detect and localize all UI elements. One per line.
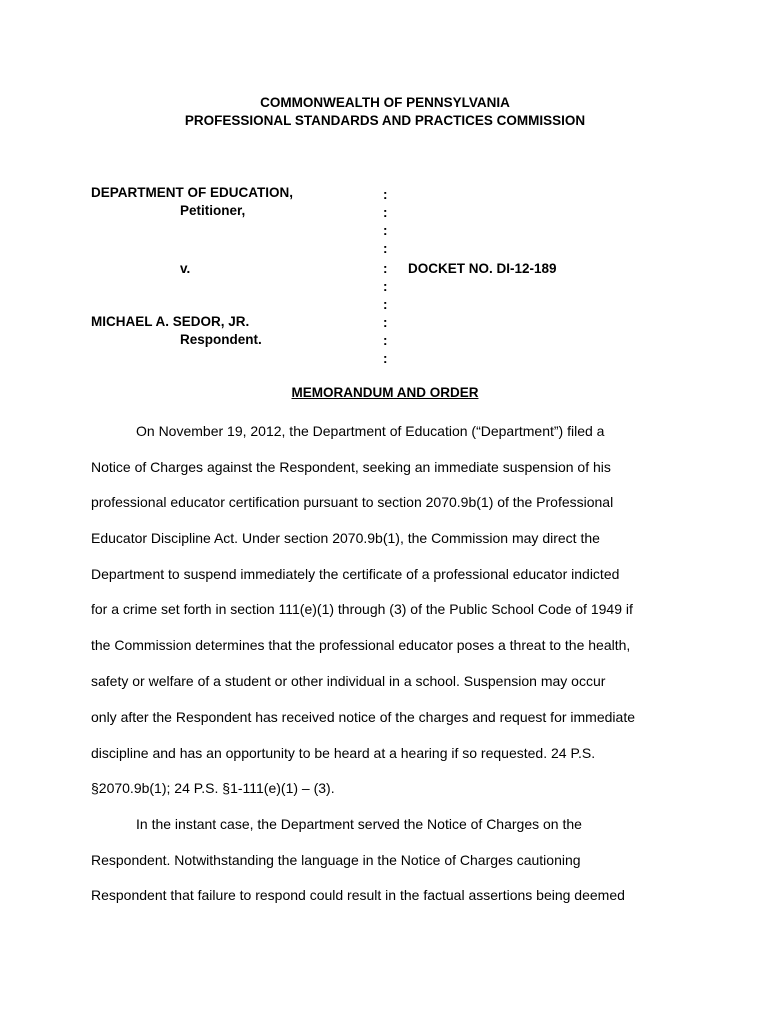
- body-line: only after the Respondent has received notice of the charges and request for immediate: [91, 709, 635, 725]
- header-commission: PROFESSIONAL STANDARDS AND PRACTICES COMMISSION: [184, 113, 586, 128]
- versus-label: v.: [180, 261, 191, 276]
- caption-colon: :: [383, 261, 388, 276]
- body-line: discipline and has an opportunity to be heard at a hearing if so requested. 24 P.S.: [91, 745, 596, 761]
- body-line: Respondent that failure to respond could result in the factual assertions being deemed: [91, 887, 625, 903]
- body-line: Respondent. Notwithstanding the language in the Notice of Charges cautioning: [91, 852, 581, 868]
- body-line: In the instant case, the Department served the Notice of Charges on the: [136, 816, 582, 832]
- petitioner-name: DEPARTMENT OF EDUCATION,: [91, 185, 293, 200]
- caption-colon: :: [383, 205, 388, 220]
- body-line: Department to suspend immediately the certificate of a professional educator indicted: [91, 566, 620, 582]
- respondent-name: MICHAEL A. SEDOR, JR.: [91, 314, 250, 329]
- caption-colon: :: [383, 223, 388, 238]
- body-line: §2070.9b(1); 24 P.S. §1-111(e)(1) – (3).: [91, 780, 335, 796]
- body-line: On November 19, 2012, the Department of Education (“Department”) filed a: [136, 423, 605, 439]
- body-line: Notice of Charges against the Respondent, seeking an immediate suspension of his: [91, 459, 611, 475]
- caption-colon: :: [383, 187, 388, 202]
- caption-colon: :: [383, 333, 388, 348]
- petitioner-role: Petitioner,: [180, 203, 246, 218]
- body-line: the Commission determines that the professional educator poses a threat to the health,: [91, 637, 631, 653]
- docket-number: DOCKET NO. DI-12-189: [408, 261, 557, 276]
- body-line: Educator Discipline Act. Under section 2070.9b(1), the Commission may direct the: [91, 530, 600, 546]
- caption-colon: :: [383, 241, 388, 256]
- document-title: MEMORANDUM AND ORDER: [291, 385, 479, 400]
- body-line: safety or welfare of a student or other individual in a school. Suspension may occur: [91, 673, 606, 689]
- body-line: for a crime set forth in section 111(e)(1) through (3) of the Public School Code of 1949 if: [91, 601, 633, 617]
- header-commonwealth: COMMONWEALTH OF PENNSYLVANIA: [260, 95, 510, 110]
- body-line: professional educator certification pursuant to section 2070.9b(1) of the Professional: [91, 494, 614, 510]
- caption-colon: :: [383, 279, 388, 294]
- caption-colon: :: [383, 315, 388, 330]
- caption-colon: :: [383, 297, 388, 312]
- respondent-role: Respondent.: [180, 332, 262, 347]
- caption-colon: :: [383, 351, 388, 366]
